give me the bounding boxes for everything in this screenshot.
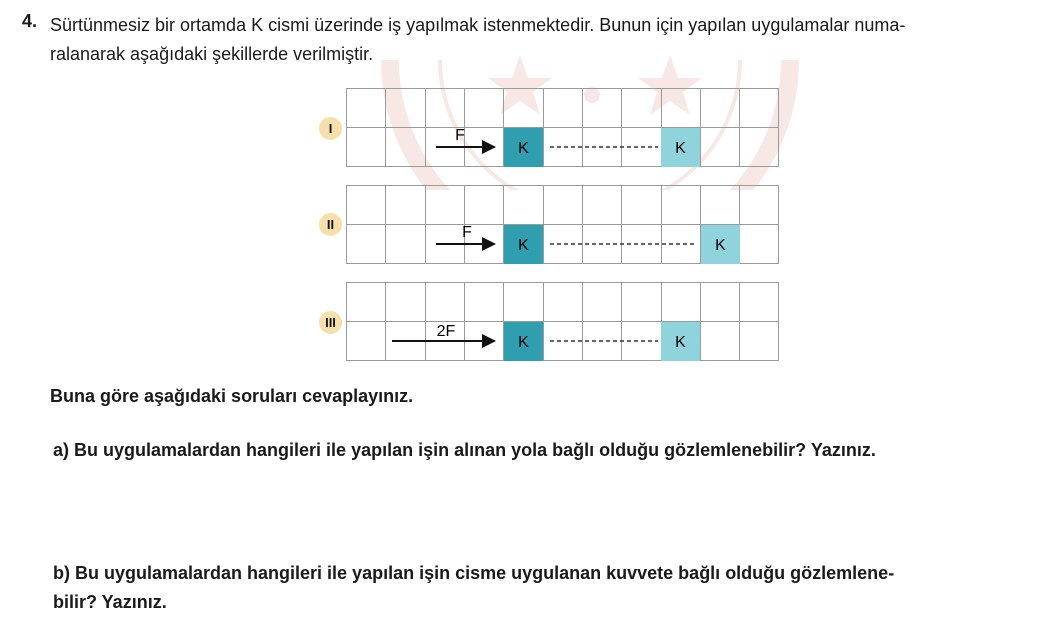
block-start-label-i: K [518, 140, 529, 157]
figure-label-ii: II [319, 213, 342, 236]
question-line-2: ralanarak aşağıdaki şekillerde verilmiştir. [50, 44, 374, 64]
block-start-label-iii: K [518, 334, 529, 351]
figure-label-iii: III [319, 311, 342, 334]
instruction-text: Buna göre aşağıdaki soruları cevaplayınız. [50, 386, 414, 406]
question-part-a: a) Bu uygulamalardan hangileri ile yapılan işin alınan yola bağlı olduğu gözlemlenebilir? Yazınız. [53, 440, 876, 460]
question-number: 4. [22, 11, 38, 31]
figure-svg-ii [346, 185, 779, 265]
arrowhead-iii [482, 334, 496, 348]
figure-grid-ii [346, 185, 779, 265]
force-label-iii: 2F [436, 323, 456, 340]
arrowhead-i [482, 140, 496, 154]
figure-label-i: I [319, 117, 342, 140]
force-label-i: F [455, 127, 465, 144]
question-part-b-line-1: b) Bu uygulamalardan hangileri ile yapılan işin cisme uygulanan kuvvete bağlı olduğu gözlemlene- [53, 563, 895, 583]
block-end-label-ii: K [715, 237, 726, 254]
figure-grid-i [346, 88, 779, 168]
block-end-label-i: K [675, 140, 686, 157]
block-end-label-iii: K [675, 334, 686, 351]
block-start-label-ii: K [518, 237, 529, 254]
figure-svg-iii [346, 282, 779, 362]
question-part-b-line-2: bilir? Yazınız. [53, 592, 167, 612]
question-line-1: Sürtünmesiz bir ortamda K cismi üzerinde iş yapılmak istenmektedir. Bunun için yapılan uygulamalar numa- [50, 15, 906, 35]
force-label-ii: F [462, 224, 472, 241]
question-text [50, 11, 1040, 69]
figure-grid-iii [346, 282, 779, 362]
arrowhead-ii [482, 237, 496, 251]
figure-svg-i [346, 88, 779, 168]
